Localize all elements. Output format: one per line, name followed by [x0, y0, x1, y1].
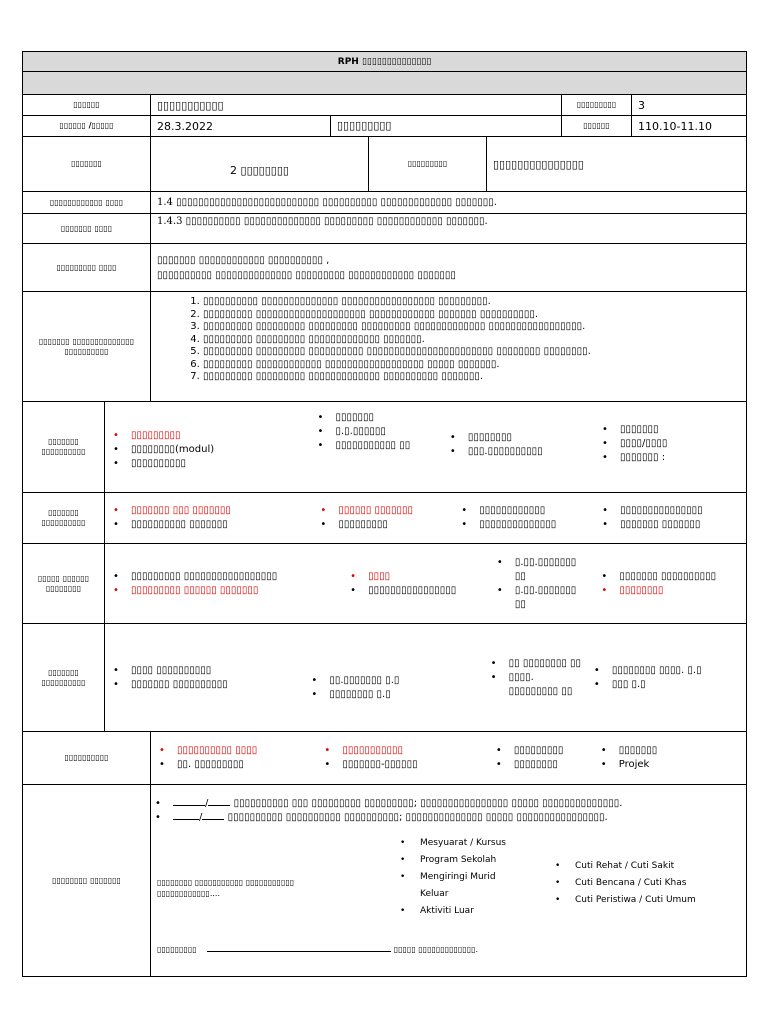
value-class: 3 [632, 95, 747, 116]
value-item: • ▯▯▯▯▯▯▯▯ ▯▯▯▯. ▯.▯ [590, 664, 742, 678]
values-col-3 [487, 657, 582, 699]
label-theme: ▯▯▯▯▯▯▯ [23, 137, 151, 192]
resource-item: • ▯▯▯▯▯▯▯▯(modul) [109, 443, 305, 457]
strategy-cell [105, 544, 747, 624]
reason-item: • Cuti Rehat / Cuti Sakit [551, 858, 741, 875]
strategy-col-1 [109, 570, 338, 598]
strategy-col-2 [346, 570, 485, 598]
label-week: ▯▯▯▯▯▯▯▯▯ [331, 116, 562, 137]
label-objective: ▯▯▯▯▯▯▯▯▯ ▯▯▯▯ [23, 244, 151, 292]
skill-item: • ▯▯▯▯▯▯▯▯▯▯▯▯▯▯ [457, 518, 590, 532]
assessment-col-2 [320, 744, 483, 772]
label-subject: ▯▯▯▯▯▯ [23, 95, 151, 116]
label-reflection: ▯▯▯▯▯▯▯▯ ▯▯▯▯▯▯▯ [23, 785, 151, 977]
activity-item: 2. ▯▯▯▯▯▯▯▯▯ ▯▯▯▯▯▯▯▯▯▯▯▯▯▯▯▯▯▯▯▯ ▯▯▯▯▯▯▯▯▯▯▯▯ ▯▯▯▯▯▯▯ ▯▯▯▯▯▯▯▯▯▯. [203, 309, 740, 322]
label-values: ▯▯▯▯▯▯▯ ▯▯▯▯▯▯▯▯▯▯ [23, 624, 105, 732]
standard-content-text: 1.4 ▯▯▯▯▯▯▯▯▯▯▯▯▯▯▯▯▯▯▯▯▯▯▯▯▯▯ ▯▯▯▯▯▯▯▯▯▯ ▯▯▯▯▯▯▯▯▯▯▯▯▯ ▯▯▯▯▯▯▯. [151, 192, 747, 214]
label-topic: ▯▯▯▯▯▯▯▯▯ [369, 137, 487, 192]
reason-item: • Cuti Peristiwa / Cuti Umum [551, 892, 741, 909]
skill-item: • ▯▯▯▯▯▯▯▯▯▯▯▯ [457, 504, 590, 518]
reason-item: • Mesyuarat / Kursus [396, 835, 526, 852]
resources-col-2 [313, 411, 437, 453]
activity-item: 1. ▯▯▯▯▯▯▯▯▯▯ ▯▯▯▯▯▯▯▯▯▯▯▯▯▯ ▯▯▯▯▯▯▯▯▯▯▯▯▯▯▯▯▯ ▯▯▯▯▯▯▯▯▯. [203, 296, 740, 309]
label-assessment: ▯▯▯▯▯▯▯▯▯▯ [23, 732, 151, 785]
strategy-item: • ▯▯▯▯▯▯▯▯▯ ▯▯▯▯▯▯▯▯▯▯▯▯▯▯▯▯▯ [109, 570, 338, 584]
strategy-item: • ▯▯▯▯▯▯▯ ▯▯▯▯▯▯▯▯▯▯ [597, 570, 742, 584]
values-col-4 [590, 664, 742, 692]
skills-col-4 [598, 504, 742, 532]
activity-item: 6. ▯▯▯▯▯▯▯▯▯ ▯▯▯▯▯▯▯▯▯▯▯▯ ▯▯▯▯▯▯▯▯▯▯▯▯▯▯▯▯▯▯ ▯▯▯▯▯ ▯▯▯▯▯▯▯. [203, 359, 740, 372]
skill-item: • ▯▯▯▯▯▯▯▯▯ [316, 518, 449, 532]
resource-item: • ▯▯▯.▯▯▯▯▯▯▯▯▯▯ [446, 445, 590, 459]
value-subject: ▯▯▯▯▯▯▯▯▯▯▯ [151, 95, 562, 116]
assessment-item: • ▯▯▯▯▯▯▯-▯▯▯▯▯▯ [320, 758, 483, 772]
objective-cell [151, 244, 747, 292]
lesson-plan-table [22, 51, 747, 977]
lesson-plan-sheet [22, 51, 746, 977]
objective-line-1: ▯▯▯▯▯▯▯ ▯▯▯▯▯▯▯▯▯▯▯▯ ▯▯▯▯▯▯▯▯▯▯ , [157, 254, 330, 266]
assessment-item: • ▯▯▯▯▯▯▯▯▯▯ ▯▯▯▯ [155, 744, 312, 758]
assessment-item: • ▯▯▯▯▯▯▯▯ [492, 758, 589, 772]
assessment-col-4 [597, 744, 742, 772]
resources-col-3 [446, 431, 590, 459]
value-theme: 2 ▯▯▯▯▯▯▯▯ [151, 137, 369, 192]
strategy-col-4 [597, 570, 742, 598]
reflection-line-2: • / ▯▯▯▯▯▯▯▯▯▯ ▯▯▯▯▯▯▯▯▯▯ ▯▯▯▯▯▯▯▯▯▯; ▯▯▯▯▯▯▯▯▯▯▯▯▯▯ ▯▯▯▯▯ ▯▯▯▯▯▯▯▯▯▯▯▯▯▯▯▯. [151, 811, 740, 825]
assessment-item: • ▯▯▯▯▯▯▯ [597, 744, 742, 758]
value-date: 28.3.2022 [151, 116, 331, 137]
value-item: • ▯▯▯▯▯▯▯▯ ▯.▯ [307, 688, 478, 702]
label-strategy: ▯▯▯▯▯ ▯▯▯▯▯▯ ▯▯▯▯▯▯▯▯ [23, 544, 105, 624]
assessment-item: • ▯▯▯▯▯▯▯▯▯▯▯ [320, 744, 483, 758]
resource-item: • ▯▯▯▯▯▯▯▯▯ [109, 429, 305, 443]
reflection-attendance [151, 797, 740, 825]
plan-title: RPH ▯▯▯▯▯▯▯▯▯▯▯▯▯▯ [23, 52, 747, 72]
values-col-2 [307, 674, 478, 702]
activity-item: 7. ▯▯▯▯▯▯▯▯▯ ▯▯▯▯▯▯▯▯▯ ▯▯▯▯▯▯▯▯▯▯▯▯▯ ▯▯▯▯▯▯▯▯▯▯ ▯▯▯▯▯▯▯. [203, 371, 740, 384]
label-date: ▯▯▯▯▯▯ /▯▯▯▯▯ [23, 116, 151, 137]
reason-item: • Cuti Bencana / Cuti Khas [551, 875, 741, 892]
label-time: ▯▯▯▯▯▯ [562, 116, 632, 137]
strategy-item: • ▯.▯▯.▯▯▯▯▯▯▯ ▯▯ [493, 556, 589, 584]
label-class: ▯▯▯▯▯▯▯▯▯ [562, 95, 632, 116]
strategy-item: • ▯▯▯▯▯▯▯▯ [597, 584, 742, 598]
reflection-cell [151, 785, 747, 977]
strategy-item: • ▯▯▯▯ [346, 570, 485, 584]
skill-item: • ▯▯▯▯▯▯▯ ▯▯▯▯▯▯▯ [598, 518, 742, 532]
resource-item: • ▯▯▯▯▯▯▯ [598, 423, 742, 437]
skills-col-3 [457, 504, 590, 532]
assessment-item: • ▯▯. ▯▯▯▯▯▯▯▯▯ [155, 758, 312, 772]
reason-item: • Mengiringi Murid Keluar [396, 869, 526, 903]
label-resources: ▯▯▯▯▯▯▯ ▯▯▯▯▯▯▯▯▯▯ [23, 402, 105, 493]
value-topic: ▯▯▯▯▯▯▯▯▯▯▯▯▯▯▯ [487, 137, 747, 192]
plan-subtitle-band [23, 72, 747, 95]
value-item: • ▯▯▯▯▯▯▯ ▯▯▯▯▯▯▯▯▯▯ [109, 678, 299, 692]
strategy-item: • ▯▯▯▯▯▯▯▯▯ ▯▯▯▯▯▯ ▯▯▯▯▯▯▯ [109, 584, 338, 598]
activities-list [157, 296, 740, 384]
skill-item: • ▯▯▯▯▯▯ ▯▯▯▯▯▯▯ [316, 504, 449, 518]
skill-item: • ▯▯▯▯▯▯▯ ▯▯▯ ▯▯▯▯▯▯▯ [109, 504, 308, 518]
resource-item: • ▯.▯.▯▯▯▯▯▯ [313, 425, 437, 439]
objective-line-2: ▯▯▯▯▯▯▯▯▯▯ ▯▯▯▯▯▯▯▯▯▯▯▯▯▯ ▯▯▯▯▯▯▯▯▯ ▯▯▯▯▯▯▯▯▯▯▯▯ ▯▯▯▯▯▯▯ [157, 269, 456, 281]
activity-item: 4. ▯▯▯▯▯▯▯▯▯ ▯▯▯▯▯▯▯▯▯ ▯▯▯▯▯▯▯▯▯▯▯▯▯ ▯▯▯▯▯▯▯. [203, 334, 740, 347]
resource-item: • ▯▯▯▯/▯▯▯▯ [598, 437, 742, 451]
resource-item: • ▯▯▯▯▯▯▯ : [598, 451, 742, 465]
reflection-footer: ▯▯▯▯▯▯▯▯▯ ▯▯▯▯▯ ▯▯▯▯▯▯▯▯▯▯▯▯▯. [157, 945, 479, 954]
values-col-1 [109, 664, 299, 692]
value-item: • ▯▯.▯▯▯▯▯▯▯ ▯.▯ [307, 674, 478, 688]
skill-item: • ▯▯▯▯▯▯▯▯▯▯ ▯▯▯▯▯▯▯ [109, 518, 308, 532]
standard-learning-text: 1.4.3 ▯▯▯▯▯▯▯▯▯▯ ▯▯▯▯▯▯▯▯▯▯▯▯▯▯ ▯▯▯▯▯▯▯▯▯ ▯▯▯▯▯▯▯▯▯▯▯▯ ▯▯▯▯▯▯▯. [151, 214, 747, 244]
value-item: • ▯▯▯ ▯.▯ [590, 678, 742, 692]
resources-col-1 [109, 429, 305, 471]
label-standard-content: ▯▯▯▯▯▯▯▯▯▯▯▯ ▯▯▯▯ [23, 192, 151, 214]
resource-item: • ▯▯▯▯▯▯▯ [313, 411, 437, 425]
strategy-item: • ▯▯▯▯▯▯▯▯▯▯▯▯▯▯▯▯ [346, 584, 485, 598]
label-skills: ▯▯▯▯▯▯▯ ▯▯▯▯▯▯▯▯▯▯ [23, 493, 105, 544]
reason-item: • Aktiviti Luar [396, 903, 526, 920]
skills-cell [105, 493, 747, 544]
assessment-item: • Projek [597, 758, 742, 772]
strategy-col-3 [493, 556, 589, 612]
resource-item: • ▯▯▯▯▯▯▯▯▯▯▯ ▯▯ [313, 439, 437, 453]
resources-col-4 [598, 423, 742, 465]
reflection-note: ▯▯▯▯▯▯▯▯ ▯▯▯▯▯▯▯▯▯▯▯ ▯▯▯▯▯▯▯▯▯▯▯ ▯▯▯▯▯▯▯▯▯▯▯▯.... [157, 878, 295, 898]
label-activities: ▯▯▯▯▯▯▯ ▯▯▯▯▯▯▯▯▯▯▯▯▯▯ ▯▯▯▯▯▯▯▯▯▯ [23, 292, 151, 402]
strategy-item: • ▯.▯▯.▯▯▯▯▯▯▯ ▯▯ [493, 584, 589, 612]
reasons-list-a [396, 835, 526, 920]
assessment-col-1 [155, 744, 312, 772]
value-item: • ▯▯ ▯▯▯▯▯▯▯▯ ▯▯ [487, 657, 582, 671]
assessment-item: • ▯▯▯▯▯▯▯▯▯ [492, 744, 589, 758]
activity-item: 5. ▯▯▯▯▯▯▯▯▯ ▯▯▯▯▯▯▯▯▯ ▯▯▯▯▯▯▯▯▯▯ ▯▯▯▯▯▯▯▯▯▯▯▯▯▯▯▯▯▯▯▯▯▯▯ ▯▯▯▯▯▯▯▯ ▯▯▯▯▯▯▯▯. [203, 346, 740, 359]
assessment-cell [151, 732, 747, 785]
value-item: • ▯▯▯▯. ▯▯▯▯▯▯▯▯▯ ▯▯ [487, 671, 582, 699]
resources-cell [105, 402, 747, 493]
reason-item: • Program Sekolah [396, 852, 526, 869]
reflection-line-1: • / ▯▯▯▯▯▯▯▯▯▯ ▯▯▯ ▯▯▯▯▯▯▯▯▯ ▯▯▯▯▯▯▯▯▯; ▯▯▯▯▯▯▯▯▯▯▯▯▯▯▯▯ ▯▯▯▯▯ ▯▯▯▯▯▯▯▯▯▯▯▯▯▯. [151, 797, 740, 811]
resource-item: • ▯▯▯▯▯▯▯▯▯▯ [109, 457, 305, 471]
label-standard-learning: ▯▯▯▯▯▯▯ ▯▯▯▯ [23, 214, 151, 244]
value-item: • ▯▯▯▯ ▯▯▯▯▯▯▯▯▯▯ [109, 664, 299, 678]
reasons-list-b [551, 858, 741, 909]
assessment-col-3 [492, 744, 589, 772]
activities-cell [151, 292, 747, 402]
skills-col-2 [316, 504, 449, 532]
skills-col-1 [109, 504, 308, 532]
value-time: 110.10-11.10 [632, 116, 747, 137]
activity-item: 3. ▯▯▯▯▯▯▯▯▯ ▯▯▯▯▯▯▯▯▯ ▯▯▯▯▯▯▯▯▯ ▯▯▯▯▯▯▯▯▯ ▯▯▯▯▯▯▯▯▯▯▯▯▯ ▯▯▯▯▯▯▯▯▯▯▯▯▯▯▯▯▯. [203, 321, 740, 334]
resource-item: • ▯▯▯▯▯▯▯▯ [446, 431, 590, 445]
values-cell [105, 624, 747, 732]
skill-item: • ▯▯▯▯▯▯▯▯▯▯▯▯▯▯▯ [598, 504, 742, 518]
